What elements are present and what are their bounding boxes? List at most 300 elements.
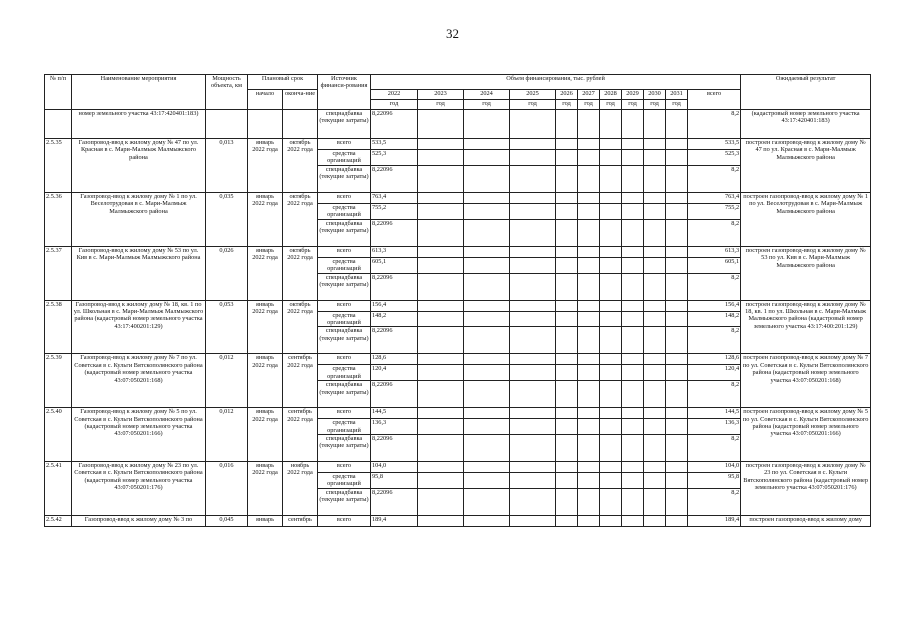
year-cell: [666, 435, 688, 462]
year-cell: [600, 408, 622, 419]
row-capacity: 0,016: [206, 462, 248, 516]
year-cell: [418, 165, 464, 192]
value-2022: 763,4: [371, 192, 418, 203]
year-cell: [600, 462, 622, 473]
year-cell: [644, 150, 666, 166]
year-cell: [464, 246, 510, 257]
value-2022: 525,3: [371, 150, 418, 166]
year-cell: [644, 246, 666, 257]
year-cell: [418, 246, 464, 257]
value-total: 8,2: [688, 327, 741, 354]
year-cell: [556, 381, 578, 408]
table-row: [45, 139, 871, 150]
year-cell: [644, 473, 666, 489]
header-year: 2025: [510, 90, 556, 100]
value-2022: 156,4: [371, 300, 418, 311]
year-cell: [600, 381, 622, 408]
year-cell: [666, 419, 688, 435]
year-cell: [556, 150, 578, 166]
header-total: всего: [688, 90, 741, 110]
year-cell: [510, 327, 556, 354]
value-2022: 613,3: [371, 246, 418, 257]
value-total: 763,4: [688, 192, 741, 203]
year-cell: [644, 365, 666, 381]
value-total: 525,3: [688, 150, 741, 166]
row-result: построен газопровод-ввод к жилому дому № 47 по ул. Красная в с. Мари-Малмыж Малмыжского района: [741, 139, 871, 193]
row-end: сентябрь: [283, 515, 318, 526]
year-cell: [622, 150, 644, 166]
row-name: Газопровод-ввод к жилому дому № 7 по ул. Советская в с. Кульги Вятскополянского района (кадастровый номер земельного участка 43:07:050201:168): [72, 354, 206, 408]
row-result: построен газопровод-ввод к жилому дому № 7 по ул. Советская в с. Кульги Вятскополянского района (кадастровый номер земельного участка 43:07:050201:168): [741, 354, 871, 408]
year-cell: [556, 257, 578, 273]
year-cell: [578, 488, 600, 515]
year-cell: [464, 419, 510, 435]
year-cell: [666, 165, 688, 192]
row-result: построен газопровод-ввод к жилому дому: [741, 515, 871, 526]
year-cell: [556, 462, 578, 473]
year-cell: [622, 246, 644, 257]
header-year-unit: год: [644, 100, 666, 110]
value-total: 8,2: [688, 165, 741, 192]
year-cell: [600, 273, 622, 300]
year-cell: [510, 381, 556, 408]
year-cell: [600, 300, 622, 311]
year-cell: [578, 419, 600, 435]
year-cell: [578, 150, 600, 166]
row-source: спецнадбавка (текущие затраты): [318, 165, 371, 192]
year-cell: [510, 488, 556, 515]
year-cell: [644, 203, 666, 219]
row-source: спецнадбавка (текущие затраты): [318, 273, 371, 300]
year-cell: [556, 515, 578, 526]
year-cell: [666, 139, 688, 150]
year-cell: [644, 300, 666, 311]
row-start: январь 2022 года: [248, 408, 283, 462]
header-period: Плановый срок: [248, 75, 318, 90]
row-num: 2.5.35: [45, 139, 72, 193]
year-cell: [600, 515, 622, 526]
value-2022: 8,22096: [371, 381, 418, 408]
year-cell: [464, 488, 510, 515]
value-total: 613,3: [688, 246, 741, 257]
row-end: октябрь 2022 года: [283, 139, 318, 193]
year-cell: [418, 219, 464, 246]
year-cell: [622, 435, 644, 462]
year-cell: [556, 488, 578, 515]
row-source: спецнадбавка (текущие затраты): [318, 327, 371, 354]
row-end: октябрь 2022 года: [283, 246, 318, 300]
year-cell: [644, 219, 666, 246]
year-cell: [578, 300, 600, 311]
year-cell: [556, 365, 578, 381]
row-result: построен газопровод-ввод к жилому дому № 5 по ул. Советская в с. Кульги Вятскополянского района (кадастровый номер земельного участка 43:07:050201:166): [741, 408, 871, 462]
year-cell: [556, 473, 578, 489]
year-cell: [510, 165, 556, 192]
year-cell: [556, 327, 578, 354]
row-name: Газопровод-ввод к жилому дому № 23 по ул. Советская в с. Кульги Вятскополянского района (кадастровый номер земельного участка 43:07:050201:176): [72, 462, 206, 516]
row-source: средства организаций: [318, 311, 371, 327]
value-2022: 755,2: [371, 203, 418, 219]
table-row: [45, 246, 871, 257]
header-year: 2027: [578, 90, 600, 100]
row-end: [283, 110, 318, 139]
row-name: Газопровод-ввод к жилому дому № 47 по ул. Красная в с. Мари-Малмыж Малмыжского района: [72, 139, 206, 193]
header-year: 2024: [464, 90, 510, 100]
header-year: 2031: [666, 90, 688, 100]
row-source: средства организаций: [318, 203, 371, 219]
year-cell: [666, 203, 688, 219]
year-cell: [666, 311, 688, 327]
year-cell: [510, 257, 556, 273]
year-cell: [622, 381, 644, 408]
year-cell: [600, 435, 622, 462]
year-cell: [464, 435, 510, 462]
row-start: январь: [248, 515, 283, 526]
year-cell: [418, 381, 464, 408]
year-cell: [666, 462, 688, 473]
header-year-unit: год: [578, 100, 600, 110]
year-cell: [578, 473, 600, 489]
row-start: январь 2022 года: [248, 462, 283, 516]
value-2022: 8,22096: [371, 110, 418, 139]
row-end: сентябрь 2022 года: [283, 354, 318, 408]
header-year: 2026: [556, 90, 578, 100]
year-cell: [418, 300, 464, 311]
year-cell: [578, 139, 600, 150]
header-result: Ожидаемый результат: [741, 75, 871, 110]
year-cell: [578, 327, 600, 354]
year-cell: [600, 165, 622, 192]
year-cell: [600, 488, 622, 515]
row-source: средства организаций: [318, 257, 371, 273]
year-cell: [578, 203, 600, 219]
year-cell: [666, 354, 688, 365]
header-year-unit: год: [666, 100, 688, 110]
year-cell: [578, 273, 600, 300]
year-cell: [556, 408, 578, 419]
year-cell: [600, 150, 622, 166]
year-cell: [464, 365, 510, 381]
year-cell: [418, 110, 464, 139]
row-result: построен газопровод-ввод к жилому дому № 18, кв. 1 по ул. Школьная в с. Мари-Малмыж Малмыжского района (кадастровый номер земельного участка 43:17:400:201:129): [741, 300, 871, 354]
year-cell: [622, 462, 644, 473]
year-cell: [464, 219, 510, 246]
value-2022: 8,22096: [371, 165, 418, 192]
value-total: 8,2: [688, 435, 741, 462]
row-num: 2.5.42: [45, 515, 72, 526]
year-cell: [510, 246, 556, 257]
year-cell: [644, 488, 666, 515]
value-2022: 8,22096: [371, 219, 418, 246]
header-year-unit: год: [510, 100, 556, 110]
header-year-unit: год: [622, 100, 644, 110]
table-body: [45, 110, 871, 527]
value-2022: 104,0: [371, 462, 418, 473]
value-total: 148,2: [688, 311, 741, 327]
value-2022: 8,22096: [371, 488, 418, 515]
year-cell: [578, 246, 600, 257]
year-cell: [418, 273, 464, 300]
year-cell: [510, 354, 556, 365]
value-2022: 8,22096: [371, 435, 418, 462]
year-cell: [556, 110, 578, 139]
year-cell: [578, 311, 600, 327]
row-num: 2.5.41: [45, 462, 72, 516]
value-total: 605,1: [688, 257, 741, 273]
year-cell: [622, 192, 644, 203]
header-num: № п/п: [45, 75, 72, 110]
value-total: 189,4: [688, 515, 741, 526]
value-2022: 189,4: [371, 515, 418, 526]
year-cell: [418, 257, 464, 273]
row-source: всего: [318, 246, 371, 257]
value-total: 120,4: [688, 365, 741, 381]
row-num: 2.5.36: [45, 192, 72, 246]
table-row: [45, 110, 871, 139]
year-cell: [622, 327, 644, 354]
row-name: Газопровод-ввод к жилому дому № 3 по: [72, 515, 206, 526]
year-cell: [578, 435, 600, 462]
year-cell: [418, 488, 464, 515]
row-end: октябрь 2022 года: [283, 300, 318, 354]
table-row: [45, 192, 871, 203]
year-cell: [578, 192, 600, 203]
year-cell: [622, 110, 644, 139]
year-cell: [556, 419, 578, 435]
row-capacity: 0,035: [206, 192, 248, 246]
row-capacity: 0,012: [206, 354, 248, 408]
row-source: всего: [318, 408, 371, 419]
year-cell: [666, 273, 688, 300]
row-name: Газопровод-ввод к жилому дому № 1 по ул. Веселотрудовая в с. Мари-Малмыж Малмыжского района: [72, 192, 206, 246]
value-total: 8,2: [688, 488, 741, 515]
year-cell: [622, 354, 644, 365]
row-source: всего: [318, 192, 371, 203]
year-cell: [600, 203, 622, 219]
year-cell: [464, 139, 510, 150]
table-header: [45, 75, 871, 110]
header-period-start: начало: [248, 90, 283, 110]
year-cell: [666, 473, 688, 489]
value-2022: 120,4: [371, 365, 418, 381]
year-cell: [666, 515, 688, 526]
year-cell: [622, 488, 644, 515]
value-total: 156,4: [688, 300, 741, 311]
year-cell: [418, 435, 464, 462]
row-source: всего: [318, 139, 371, 150]
value-2022: 144,5: [371, 408, 418, 419]
year-cell: [556, 354, 578, 365]
year-cell: [464, 381, 510, 408]
year-cell: [418, 192, 464, 203]
year-cell: [600, 139, 622, 150]
header-year: 2029: [622, 90, 644, 100]
year-cell: [622, 311, 644, 327]
value-2022: 8,22096: [371, 273, 418, 300]
year-cell: [644, 165, 666, 192]
year-cell: [418, 515, 464, 526]
year-cell: [556, 246, 578, 257]
row-source: всего: [318, 462, 371, 473]
year-cell: [600, 246, 622, 257]
year-cell: [666, 488, 688, 515]
row-result: построен газопровод-ввод к жилому дому № 23 по ул. Советская в с. Кульги Вятскополянского района (кадастровый номер земельного участка 43:07:050201:176): [741, 462, 871, 516]
year-cell: [510, 300, 556, 311]
row-num: 2.5.39: [45, 354, 72, 408]
header-name: Наименование мероприятия: [72, 75, 206, 110]
table-row: [45, 300, 871, 311]
year-cell: [600, 327, 622, 354]
year-cell: [666, 381, 688, 408]
row-source: всего: [318, 354, 371, 365]
header-source: Источник финанси-рования: [318, 75, 371, 110]
value-total: 95,8: [688, 473, 741, 489]
year-cell: [600, 311, 622, 327]
value-total: 8,2: [688, 273, 741, 300]
year-cell: [578, 365, 600, 381]
year-cell: [666, 327, 688, 354]
year-cell: [510, 150, 556, 166]
year-cell: [464, 203, 510, 219]
row-source: всего: [318, 515, 371, 526]
year-cell: [622, 419, 644, 435]
row-num: 2.5.38: [45, 300, 72, 354]
year-cell: [644, 515, 666, 526]
year-cell: [556, 139, 578, 150]
row-num: [45, 110, 72, 139]
table-row: [45, 408, 871, 419]
year-cell: [666, 246, 688, 257]
year-cell: [600, 110, 622, 139]
year-cell: [644, 311, 666, 327]
row-result: (кадастровый номер земельного участка 43:17:420401:183): [741, 110, 871, 139]
value-2022: 8,22096: [371, 327, 418, 354]
year-cell: [418, 139, 464, 150]
year-cell: [464, 473, 510, 489]
header-capacity: Мощность объекта, км: [206, 75, 248, 110]
year-cell: [666, 150, 688, 166]
value-2022: 95,8: [371, 473, 418, 489]
year-cell: [622, 273, 644, 300]
year-cell: [578, 354, 600, 365]
year-cell: [464, 354, 510, 365]
header-year-unit: год: [600, 100, 622, 110]
row-name: Газопровод-ввод к жилому дому № 18, кв. 1 по ул. Школьная в с. Мари-Малмыж Малмыжского района (кадастровый номер земельного участка 43:17:400201:129): [72, 300, 206, 354]
year-cell: [644, 435, 666, 462]
year-cell: [622, 515, 644, 526]
value-2022: 128,6: [371, 354, 418, 365]
year-cell: [464, 300, 510, 311]
year-cell: [556, 300, 578, 311]
row-result: построен газопровод-ввод к жилому дому № 1 по ул. Веселотрудовая в с. Мари-Малмыж Малмыжского района: [741, 192, 871, 246]
year-cell: [600, 473, 622, 489]
year-cell: [622, 165, 644, 192]
year-cell: [510, 462, 556, 473]
row-num: 2.5.40: [45, 408, 72, 462]
year-cell: [418, 327, 464, 354]
row-source: спецнадбавка (текущие затраты): [318, 381, 371, 408]
header-year: 2028: [600, 90, 622, 100]
row-name: Газопровод-ввод к жилому дому № 53 по ул. Кив в с. Мари-Малмыж Малмыжского района: [72, 246, 206, 300]
year-cell: [622, 139, 644, 150]
value-2022: 533,5: [371, 139, 418, 150]
value-total: 128,6: [688, 354, 741, 365]
header-period-end: оконча-ние: [283, 90, 318, 110]
year-cell: [418, 150, 464, 166]
year-cell: [600, 257, 622, 273]
year-cell: [464, 311, 510, 327]
value-total: 8,2: [688, 110, 741, 139]
row-source: средства организаций: [318, 419, 371, 435]
table-row: [45, 515, 871, 526]
year-cell: [578, 257, 600, 273]
row-start: январь 2022 года: [248, 354, 283, 408]
year-cell: [464, 110, 510, 139]
year-cell: [578, 165, 600, 192]
year-cell: [644, 327, 666, 354]
year-cell: [418, 365, 464, 381]
year-cell: [666, 365, 688, 381]
row-capacity: 0,012: [206, 408, 248, 462]
financing-table: [44, 74, 871, 527]
row-source: спецнадбавка (текущие затраты): [318, 110, 371, 139]
year-cell: [418, 419, 464, 435]
year-cell: [644, 273, 666, 300]
year-cell: [666, 408, 688, 419]
year-cell: [600, 192, 622, 203]
value-total: 144,5: [688, 408, 741, 419]
year-cell: [644, 354, 666, 365]
year-cell: [418, 408, 464, 419]
year-cell: [666, 219, 688, 246]
row-capacity: 0,045: [206, 515, 248, 526]
year-cell: [600, 419, 622, 435]
year-cell: [510, 219, 556, 246]
row-capacity: [206, 110, 248, 139]
header-year: 2030: [644, 90, 666, 100]
year-cell: [600, 354, 622, 365]
row-capacity: 0,013: [206, 139, 248, 193]
year-cell: [418, 203, 464, 219]
row-num: 2.5.37: [45, 246, 72, 300]
year-cell: [600, 365, 622, 381]
year-cell: [600, 219, 622, 246]
header-year: 2022: [371, 90, 418, 100]
year-cell: [556, 203, 578, 219]
row-source: средства организаций: [318, 365, 371, 381]
year-cell: [578, 515, 600, 526]
year-cell: [666, 257, 688, 273]
row-start: [248, 110, 283, 139]
year-cell: [622, 365, 644, 381]
row-source: спецнадбавка (текущие затраты): [318, 435, 371, 462]
row-source: средства организаций: [318, 473, 371, 489]
year-cell: [510, 110, 556, 139]
year-cell: [556, 273, 578, 300]
value-2022: 605,1: [371, 257, 418, 273]
page-number: 32: [446, 26, 459, 41]
value-total: 8,2: [688, 219, 741, 246]
row-end: октябрь 2022 года: [283, 192, 318, 246]
year-cell: [464, 165, 510, 192]
year-cell: [418, 354, 464, 365]
year-cell: [556, 192, 578, 203]
year-cell: [510, 435, 556, 462]
row-end: сентябрь 2022 года: [283, 408, 318, 462]
row-start: январь 2022 года: [248, 300, 283, 354]
value-2022: 136,3: [371, 419, 418, 435]
year-cell: [644, 381, 666, 408]
